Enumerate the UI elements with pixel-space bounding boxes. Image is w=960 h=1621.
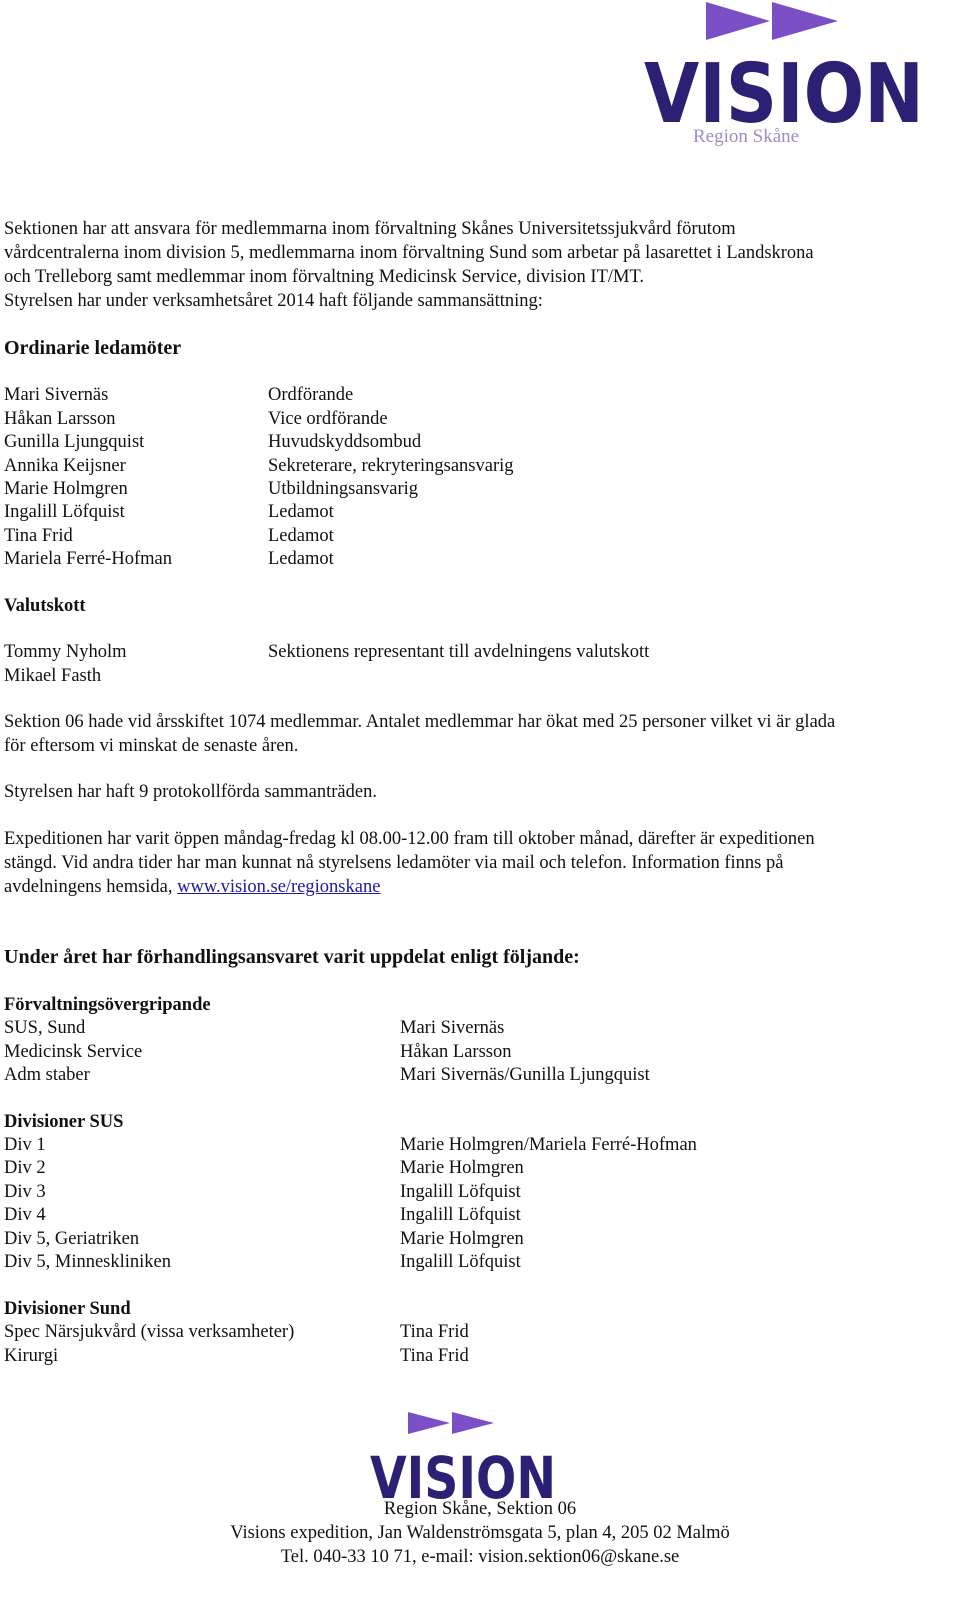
member-name: Mariela Ferré-Hofman — [4, 549, 172, 569]
area-label: SUS, Sund — [4, 1018, 86, 1038]
member-name: Mari Sivernäs — [4, 385, 109, 405]
member-role: Sektionens representant till avdelningens valutskott — [268, 642, 650, 662]
member-role: Ordförande — [268, 385, 354, 405]
svg-text:VISION: VISION — [644, 47, 924, 142]
member-role: Huvudskyddsombud — [268, 432, 422, 452]
area-label: Div 2 — [4, 1158, 46, 1178]
member-role: Vice ordförande — [268, 409, 388, 429]
header-region-label: Region Skåne — [693, 126, 800, 147]
responsible-person: Tina Frid — [400, 1322, 469, 1342]
area-label: Kirurgi — [4, 1346, 59, 1366]
member-role: Utbildningsansvarig — [268, 479, 419, 499]
negotiation-heading: Under året har förhandlingsansvaret varit uppdelat enligt följande: — [4, 946, 580, 968]
member-name: Håkan Larsson — [4, 409, 116, 429]
group-title: Divisioner SUS — [4, 1112, 124, 1132]
footer-address: Visions expedition, Jan Waldenströmsgata 5, plan 4, 205 02 Malmö — [230, 1523, 730, 1543]
meetings-paragraph — [4, 780, 954, 804]
responsible-person: Ingalill Löfquist — [400, 1182, 521, 1202]
member-name: Marie Holmgren — [4, 479, 128, 499]
paragraph-line: Expeditionen har varit öppen måndag-fredag kl 08.00-12.00 fram till oktober månad, därefter är expeditionen — [4, 829, 815, 849]
member-role: Ledamot — [268, 549, 334, 569]
footer-line: Region Skåne, Sektion 06 — [383, 1499, 577, 1519]
expedition-paragraph — [4, 827, 954, 899]
paragraph-line: för eftersom vi minskat de senaste åren. — [4, 736, 299, 756]
responsible-person: Marie Holmgren/Mariela Ferré-Hofman — [400, 1135, 697, 1155]
member-name: Tina Frid — [4, 526, 73, 546]
paragraph-line: Sektion 06 hade vid årsskiftet 1074 medlemmar. Antalet medlemmar har ökat med 25 personer vilket vi är glada — [4, 712, 836, 732]
member-role: Ledamot — [268, 502, 334, 522]
ordinarie-heading: Ordinarie ledamöter — [4, 337, 182, 359]
area-label: Div 4 — [4, 1205, 46, 1225]
responsible-person: Mari Sivernäs/Gunilla Ljungquist — [400, 1065, 650, 1085]
svg-text:VISION: VISION — [370, 1444, 556, 1502]
intro-paragraph — [4, 217, 954, 313]
valutskott-heading: Valutskott — [4, 596, 86, 616]
area-label: Div 5, Minneskliniken — [4, 1252, 172, 1272]
member-role: Ledamot — [268, 526, 334, 546]
members-paragraph — [4, 710, 954, 758]
member-name: Mikael Fasth — [4, 666, 102, 686]
footer-logo — [368, 1410, 558, 1502]
responsible-person: Ingalill Löfquist — [400, 1205, 521, 1225]
member-name: Tommy Nyholm — [4, 642, 127, 662]
responsible-person: Marie Holmgren — [400, 1229, 524, 1249]
member-name: Ingalill Löfquist — [4, 502, 125, 522]
paragraph-line: stängd. Vid andra tider har man kunnat nå styrelsens ledamöter via mail och telefon. Information finns på — [4, 853, 784, 873]
responsible-person: Ingalill Löfquist — [400, 1252, 521, 1272]
member-role: Sekreterare, rekryteringsansvarig — [268, 456, 514, 476]
responsible-person: Tina Frid — [400, 1346, 469, 1366]
intro-line: och Trelleborg samt medlemmar inom förvaltning Medicinsk Service, division IT/MT. — [4, 267, 645, 287]
paragraph-text: avdelningens hemsida, — [4, 877, 178, 897]
responsible-person: Marie Holmgren — [400, 1158, 524, 1178]
website-link[interactable]: www.vision.se/regionskane — [177, 877, 381, 897]
intro-line: Sektionen har att ansvara för medlemmarna inom förvaltning Skånes Universitetssjukvård förutom — [4, 219, 736, 239]
responsible-person: Mari Sivernäs — [400, 1018, 505, 1038]
member-name: Annika Keijsner — [4, 456, 126, 476]
group-title: Divisioner Sund — [4, 1299, 131, 1319]
area-label: Div 5, Geriatriken — [4, 1229, 140, 1249]
paragraph-line: Styrelsen har haft 9 protokollförda sammanträden. — [4, 782, 377, 802]
group-title: Förvaltningsövergripande — [4, 995, 211, 1015]
intro-line: Styrelsen har under verksamhetsåret 2014 haft följande sammansättning: — [4, 291, 543, 311]
vision-logo-icon — [368, 1410, 558, 1502]
area-label: Div 1 — [4, 1135, 46, 1155]
paragraph-line — [4, 875, 954, 899]
member-name: Gunilla Ljungquist — [4, 432, 145, 452]
area-label: Spec Närsjukvård (vissa verksamheter) — [4, 1322, 295, 1342]
responsible-person: Håkan Larsson — [400, 1042, 512, 1062]
intro-line: vårdcentralerna inom division 5, medlemmarna inom förvaltning Sund som arbetar på lasarettet i Landskrona — [4, 243, 814, 263]
area-label: Div 3 — [4, 1182, 46, 1202]
area-label: Adm staber — [4, 1065, 90, 1085]
footer-contact: Tel. 040-33 10 71, e-mail: vision.sektion06@skane.se — [280, 1547, 680, 1567]
area-label: Medicinsk Service — [4, 1042, 143, 1062]
